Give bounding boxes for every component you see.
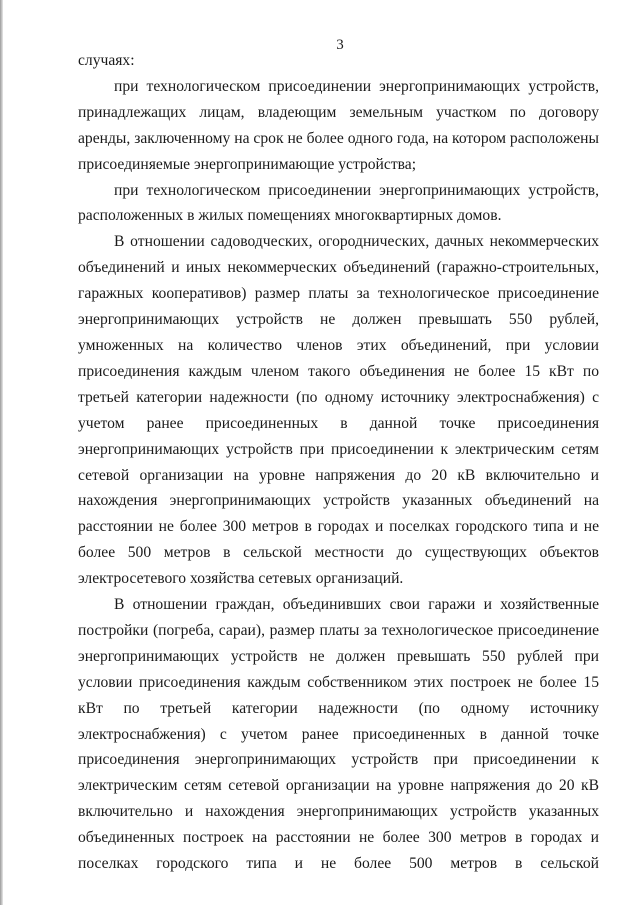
paragraph-garage-owners: В отношении граждан, объединивших свои гаражи и хозяйственные постройки (погреба, сараи), размер платы за технологическое присоединение энергопринимающих устройств не должен превышать 550 рублей при условии присоединения каждым собственником этих построек не более 15 кВт по третьей категории надежности (по одному источнику электроснабжения) с учетом ранее присоединенных в данной точке присоединения энергопринимающих устройств при присоединении к электрическим сетям сетевой организации на уровне напряжения до 20 кВ включительно и нахождения энергопринимающих устройств указанных объединенных построек на расстоянии не более 300 метров в городах и поселках городского типа и не более 500 метров в сельской — [78, 596, 599, 873]
paragraph-continuation: случаях: — [78, 52, 135, 69]
paragraph-gardening-associations: В отношении садоводческих, огороднических, дачных некоммерческих объединений и иных некоммерческих объединений (гаражно-строительных, гаражных кооперативов) размер платы за технологическое присоединение энергопринимающих устройств не должен превышать 550 рублей, умноженных на количество членов этих объединений, при условии присоединения каждым членом такого объединения не более 15 кВт по третьей категории надежности (по одному источнику электроснабжения) с учетом ранее присоединенных в данной точке присоединения энергопринимающих устройств при присоединении к электрическим сетям сетевой организации на уровне напряжения до 20 кВ включительно и нахождения энергопринимающих устройств указанных объединений на расстоянии не более 300 метров в городах и поселках городского типа и не более 500 метров в сельской местности до существующих объектов электросетевого хозяйства сетевых организаций. — [78, 233, 599, 588]
paragraph-apartment-buildings: при технологическом присоединении энергопринимающих устройств, расположенных в жилых помещениях многоквартирных домов. — [78, 181, 599, 225]
paragraph-lease-land: при технологическом присоединении энергопринимающих устройств, принадлежащих лицам, владеющим земельным участком по договору аренды, заключенному на срок не более одного года, на котором расположены присоединяемые энергопринимающие устройства; — [78, 77, 599, 173]
document-body — [78, 48, 599, 877]
scan-edge-shadow — [0, 0, 3, 905]
page-number: 3 — [336, 37, 344, 53]
